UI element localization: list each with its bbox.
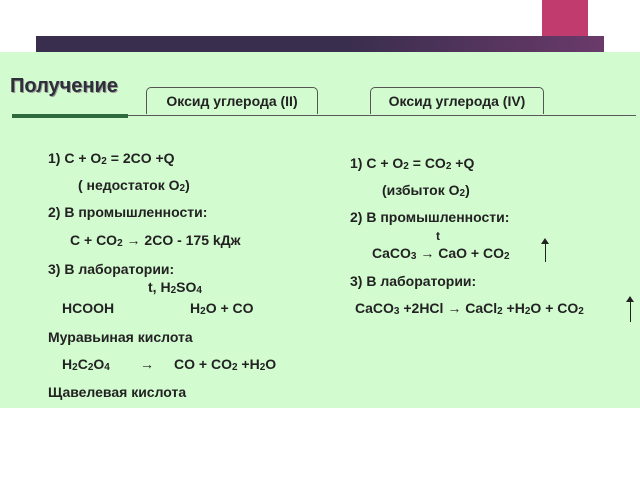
co2-header: Оксид углерода (IV) [388,93,526,109]
header-divider [128,115,636,116]
co-industry-label: 2) В промышленности: [48,204,208,220]
co2-reaction-1: 1) $C + O_2 = CO_2 +Q$ [350,155,475,172]
co2-lab-label: 3) В лаборатории: [350,273,477,289]
gas-evolution-arrow [545,242,546,262]
co2-industry-label: 2) В промышленности: [350,209,510,225]
content-panel [0,52,640,408]
co-header: Оксид углерода (II) [166,93,298,109]
co-lab-products: $H_2O$ + CO [190,300,254,317]
co-reaction-1: 1) $C + O_2 = 2CO +Q$ [48,150,175,167]
co2-industry-condition: t [436,229,440,243]
co-industry-reaction: $C + CO_2 \to 2CO - 175$ kДж [70,232,241,249]
oxalic-reactant: $H_2C_2O_4$ [62,356,110,373]
co2-header-box [370,87,544,114]
co-header-box [146,87,318,114]
co-lab-condition: t, $H_2SO_4$ [148,279,202,296]
formic-acid-label: Муравьиная кислота [48,329,193,345]
co-reaction-1-note: ( недостаток $O_2$) [78,177,190,194]
top-bar [36,36,604,52]
oxalic-acid-label: Щавелевая кислота [48,384,187,400]
gas-evolution-arrow-lab [630,300,631,322]
slide-title: Получение [10,75,118,97]
co-lab-label: 3) В лаборатории: [48,261,175,277]
co-lab-reactant: HCOOH [62,300,115,316]
co2-industry-reaction: CaCO$_3$ → CaO + $CO_2$ [372,245,510,262]
oxalic-products: CO + $CO_2 +H_2O$ [174,356,277,373]
oxalic-arrow: → [140,356,154,372]
co2-reaction-1-note: (избыток $O_2$) [382,182,470,199]
co2-lab-reaction: CaCO$_3$ +2HCl → CaCl$_2$ $+H_2O + CO_2$ [355,300,584,317]
title-underline [12,114,128,118]
